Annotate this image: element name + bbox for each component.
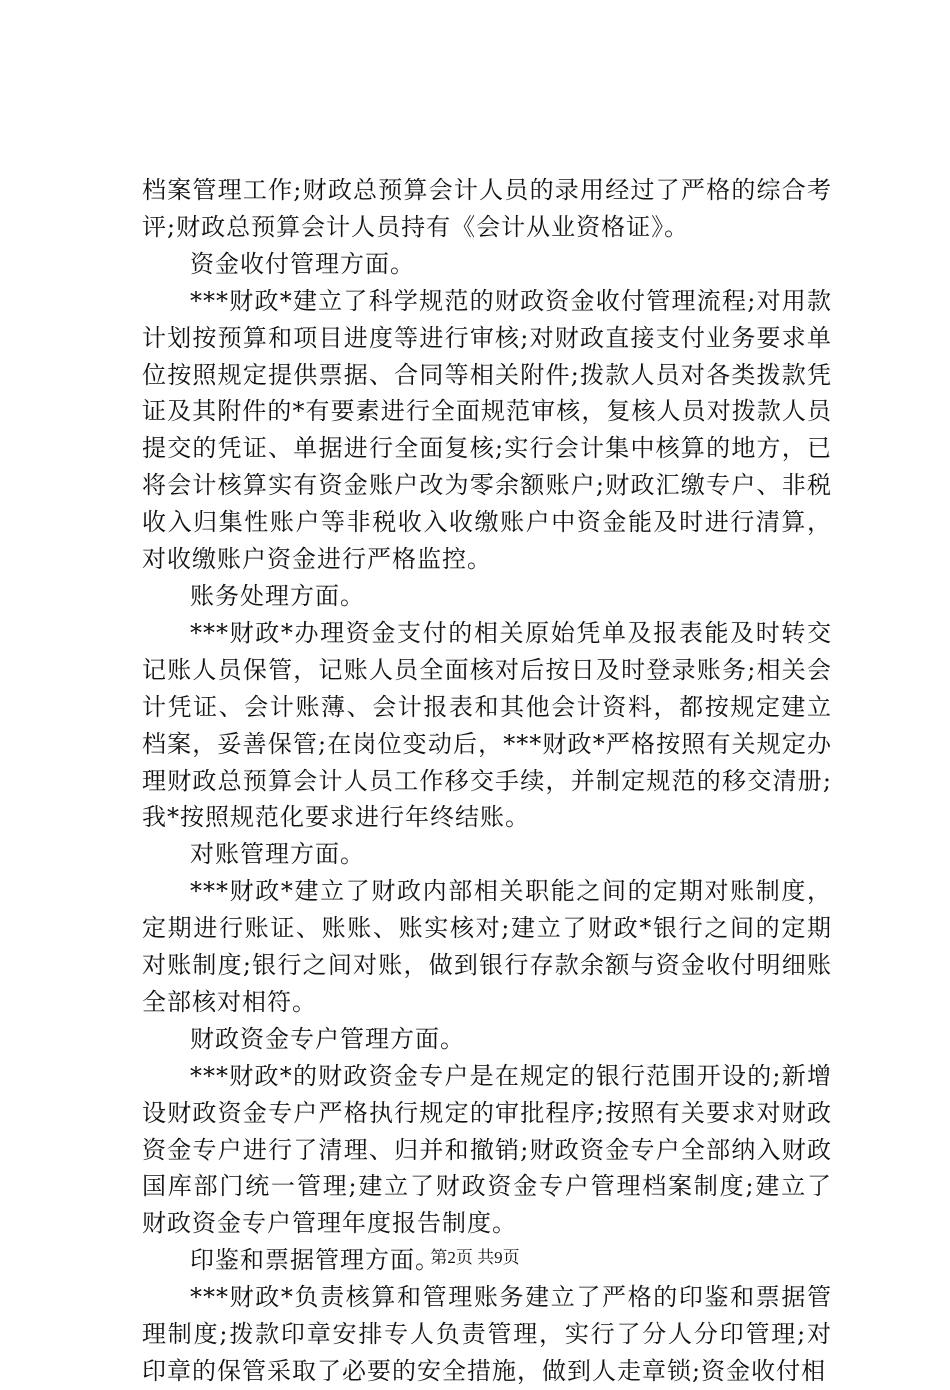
paragraph-seal-and-bill: ***财政*负责核算和管理账务建立了严格的印鉴和票据管理制度;拨款印章安排专人负责管理，实行了分人分印管理;对印章的保管采取了必要的安全措施，做到人走章锁;资金收付相 <box>142 1283 832 1385</box>
page-number: 第2页 共9页 <box>430 1248 520 1267</box>
paragraph-reconciliation: ***财政*建立了财政内部相关职能之间的定期对账制度，定期进行账证、账账、账实核对;建立了财政*银行之间的定期对账制度;银行之间对账，做到银行存款余额与资金收付明细账全部核对相符。 <box>142 877 832 1016</box>
section-heading-fund-payment: 资金收付管理方面。 <box>190 249 415 278</box>
section-heading-seal-and-bill: 印鉴和票据管理方面。 <box>190 1246 440 1275</box>
document-body <box>142 172 832 1390</box>
paragraph-fund-payment: ***财政*建立了科学规范的财政资金收付管理流程;对用款计划按预算和项目进度等进行审核;对财政直接支付业务要求单位按照规定提供票据、合同等相关附件;拨款人员对各类拨款凭证及其附件的*有要素进行全面规范审核，复核人员对拨款人员提交的凭证、单据进行全面复核;实行会计集中核算的地方，已将会计核算实有资金账户改为零余额账户;财政汇缴专户、非税收入归集性账户等非税收入收缴账户中资金能及时进行清算，对收缴账户资金进行严格监控。 <box>142 286 832 574</box>
section-heading-special-account: 财政资金专户管理方面。 <box>190 1024 465 1053</box>
paragraph-accounting: ***财政*办理资金支付的相关原始凭单及报表能及时转交记账人员保管，记账人员全面核对后按日及时登录账务;相关会计凭证、会计账薄、会计报表和其他会计资料，都按规定建立档案，妥善保管;在岗位变动后，***财政*严格按照有关规定办理财政总预算会计人员工作移交手续，并制定规范的移交清册;我*按照规范化要求进行年终结账。 <box>142 618 832 832</box>
paragraph-special-account: ***财政*的财政资金专户是在规定的银行范围开设的;新增设财政资金专户严格执行规定的审批程序;按照有关要求对财政资金专户进行了清理、归并和撤销;财政资金专户全部纳入财政国库部门统一管理;建立了财政资金专户管理档案制度;建立了财政资金专户管理年度报告制度。 <box>142 1061 832 1238</box>
section-heading-accounting: 账务处理方面。 <box>190 581 365 610</box>
section-heading-reconciliation: 对账管理方面。 <box>190 840 365 869</box>
paragraph-continued: 档案管理工作;财政总预算会计人员的录用经过了严格的综合考评;财政总预算会计人员持有《会计从业资格证》。 <box>142 176 832 241</box>
